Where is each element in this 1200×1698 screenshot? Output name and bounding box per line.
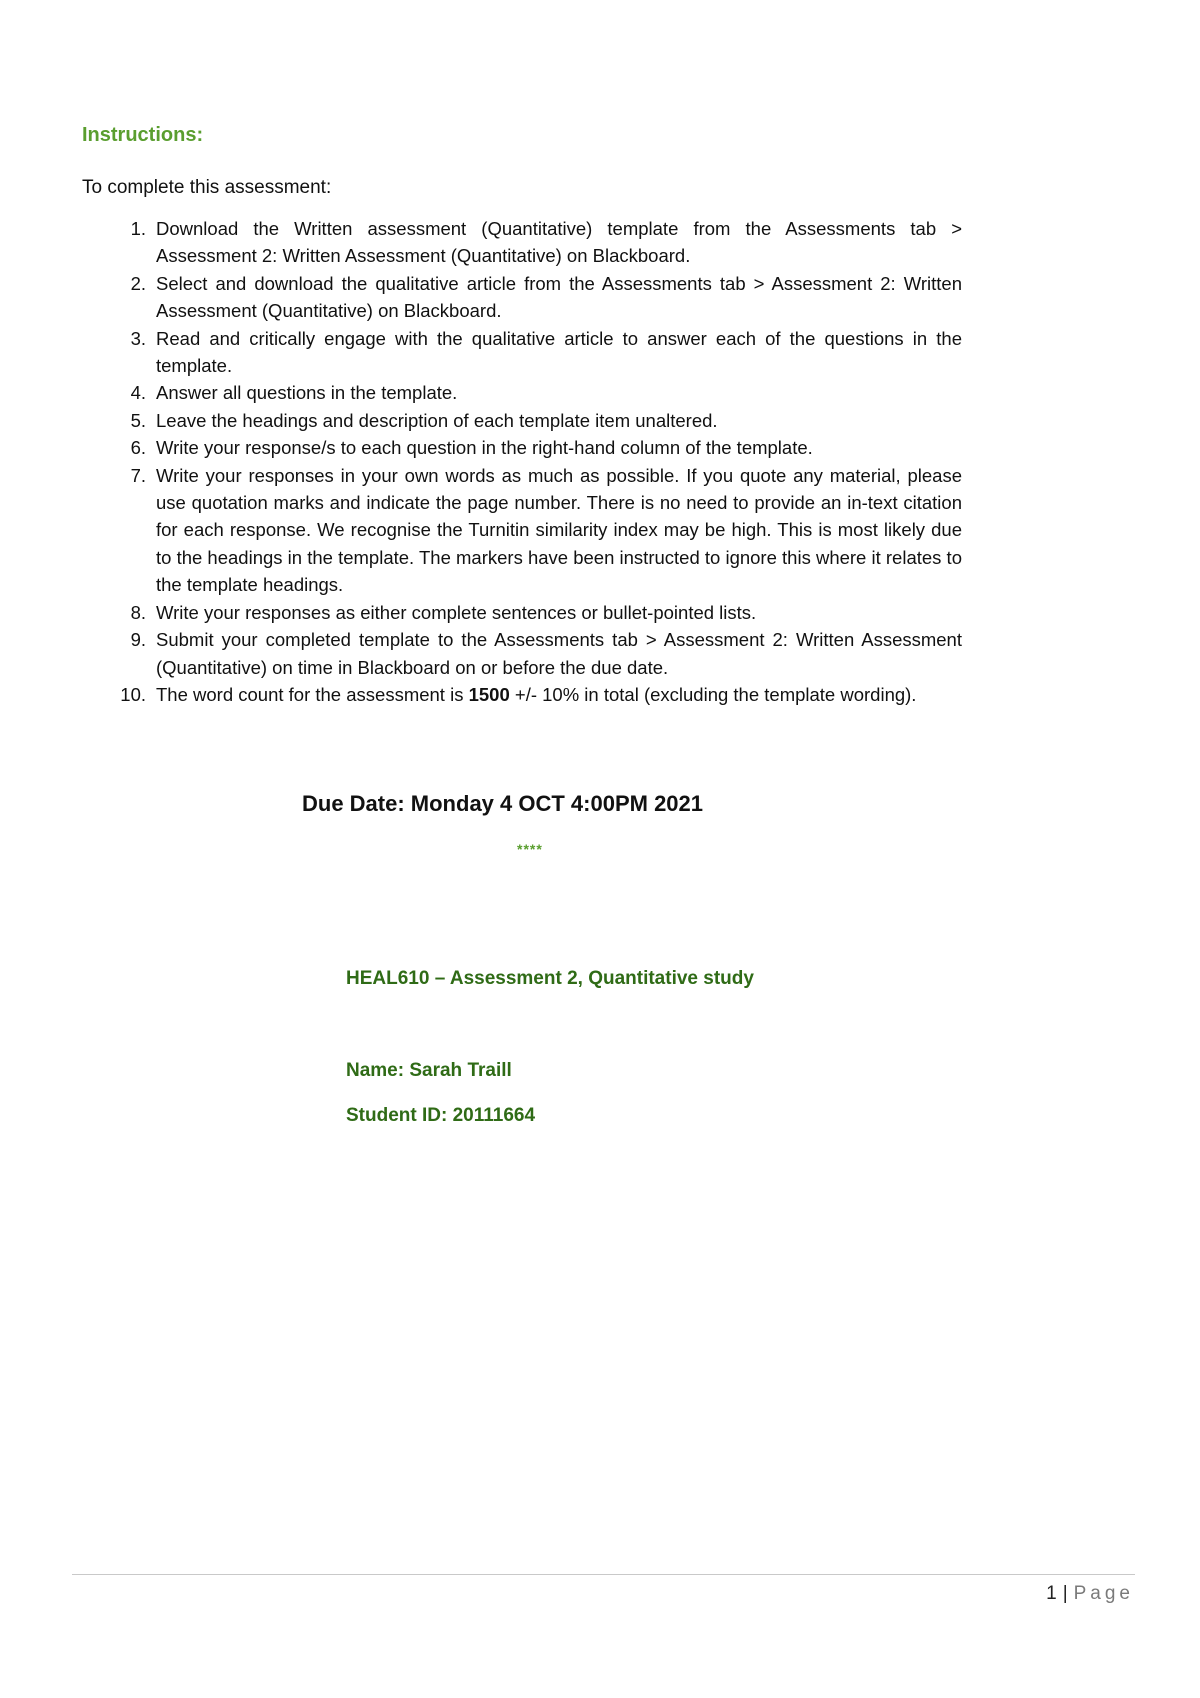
- item-text-after: +/- 10% in total (excluding the template wording).: [509, 683, 917, 705]
- instruction-item-9: [116, 626, 962, 681]
- instruction-item-1: [116, 215, 962, 270]
- instruction-item-4: [116, 379, 962, 406]
- intro-text: To complete this assessment:: [82, 177, 332, 198]
- course-title: HEAL610 – Assessment 2, Quantitative study: [346, 968, 754, 989]
- instruction-item-10: [116, 681, 962, 708]
- instruction-item-2: [116, 270, 962, 325]
- item-text: Download the Written assessment (Quantitative) template from the Assessments tab > Assessment 2: Written Assessment (Quantitative) on Blackboard.: [156, 218, 962, 267]
- item-text: Answer all questions in the template.: [156, 382, 458, 404]
- footer-divider: [72, 1574, 1135, 1575]
- item-number: 5.: [130, 409, 146, 431]
- item-number: 2.: [130, 272, 146, 294]
- item-number: 9.: [130, 629, 146, 651]
- page-separator: |: [1062, 1583, 1068, 1604]
- item-text: Read and critically engage with the qualitative article to answer each of the questions in the template.: [156, 327, 962, 377]
- item-number: 10.: [120, 683, 146, 705]
- item-number: 3.: [130, 327, 146, 349]
- page-number: 1: [1046, 1583, 1057, 1604]
- item-text: Write your response/s to each question in the right-hand column of the template.: [156, 437, 813, 459]
- item-number: 4.: [130, 382, 146, 404]
- due-date: Due Date: Monday 4 OCT 4:00PM 2021: [302, 791, 704, 816]
- item-text: [156, 681, 962, 708]
- stars-divider: ****: [517, 841, 543, 857]
- word-count-value: 1500: [468, 683, 510, 705]
- instruction-list: [116, 215, 962, 708]
- item-text: Write your responses in your own words as much as possible. If you quote any material, please use quotation marks and indicate the page number. There is no need to provide an in-text citation for each response. We recognise the Turnitin similarity index may be high. This is most likely due to the headings in the template. The markers have been instructed to ignore this where it relates to the template headings.: [156, 464, 962, 596]
- page-label: Page: [1073, 1583, 1134, 1604]
- instruction-item-6: [116, 434, 962, 461]
- instruction-item-7: [116, 462, 962, 599]
- item-text: Submit your completed template to the Assessments tab > Assessment 2: Written Assessment (Quantitative) on time in Blackboard on or before the due date.: [156, 629, 962, 678]
- instructions-heading: Instructions:: [82, 124, 204, 146]
- instruction-item-5: [116, 407, 962, 434]
- item-text-before: The word count for the assessment is: [156, 683, 469, 705]
- student-id: Student ID: 20111664: [346, 1105, 536, 1126]
- page-footer: [1046, 1583, 1134, 1605]
- item-number: 6.: [130, 437, 146, 459]
- item-text: Write your responses as either complete sentences or bullet-pointed lists.: [156, 601, 757, 623]
- instruction-item-8: [116, 599, 962, 626]
- item-number: 8.: [130, 601, 146, 623]
- item-text: Select and download the qualitative article from the Assessments tab > Assessment 2: Written Assessment (Quantitative) on Blackboard.: [156, 272, 962, 322]
- instruction-item-3: [116, 325, 962, 380]
- item-text: Leave the headings and description of each template item unaltered.: [156, 409, 718, 431]
- item-number: 1.: [130, 218, 146, 239]
- item-number: 7.: [130, 464, 146, 486]
- student-name: Name: Sarah Traill: [346, 1060, 512, 1081]
